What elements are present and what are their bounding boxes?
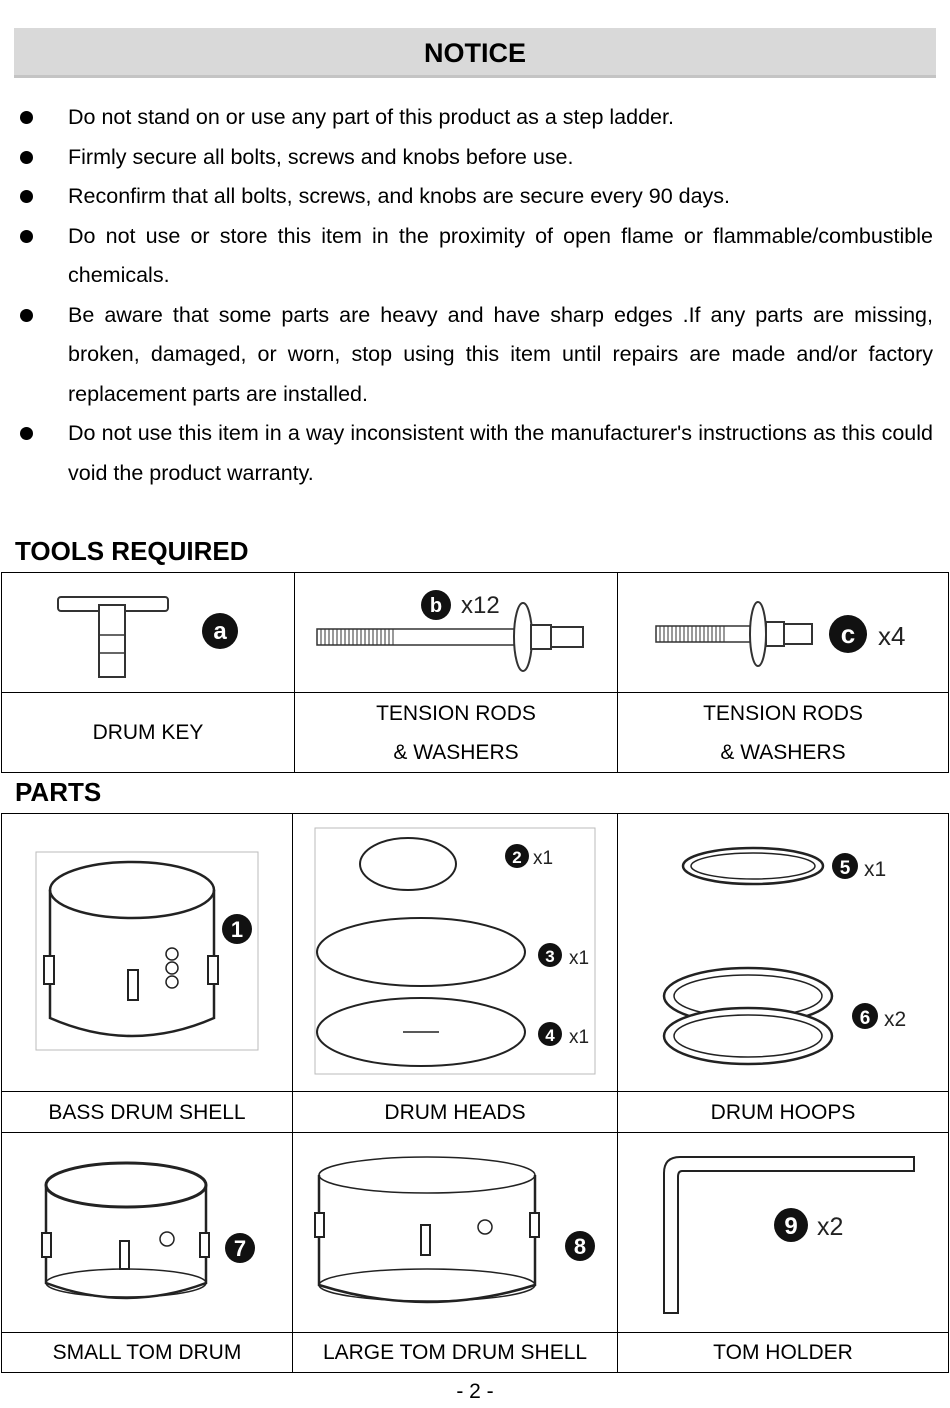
notice-list <box>16 98 933 493</box>
notice-title: NOTICE <box>14 28 936 78</box>
svg-text:c: c <box>840 619 856 649</box>
notice-item: Do not use this item in a way inconsistent with the manufacturer's instructions as this could void the product warranty. <box>16 414 933 493</box>
tools-table <box>1 572 949 773</box>
svg-text:x2: x2 <box>817 1213 844 1241</box>
large-tom-icon <box>293 1133 617 1332</box>
bullet-icon <box>20 151 33 164</box>
bullet-icon <box>20 309 33 322</box>
svg-text:4: 4 <box>545 1026 555 1045</box>
bass-drum-icon <box>2 814 292 1091</box>
drum-hoops-icon <box>618 814 948 1091</box>
bullet-icon <box>20 230 33 243</box>
svg-text:7: 7 <box>233 1236 247 1261</box>
small-tom-drum-image <box>2 1133 293 1333</box>
svg-text:x1: x1 <box>864 858 887 881</box>
large-tom-drum-shell-label: LARGE TOM DRUM SHELL <box>293 1333 618 1373</box>
svg-text:1: 1 <box>230 917 244 942</box>
svg-text:x12: x12 <box>461 592 500 619</box>
notice-item: Firmly secure all bolts, screws and knobs before use. <box>16 138 933 178</box>
tension-rod-short-image <box>618 573 949 693</box>
bullet-icon <box>20 111 33 124</box>
parts-table <box>1 813 949 1373</box>
drum-key-label: DRUM KEY <box>2 693 295 773</box>
bullet-icon <box>20 427 33 440</box>
drum-heads-icon <box>293 814 617 1091</box>
bullet-icon <box>20 190 33 203</box>
tension-rods-label: TENSION RODS & WASHERS <box>295 693 618 773</box>
svg-text:x1: x1 <box>533 848 554 869</box>
tension-rods-label: TENSION RODS & WASHERS <box>618 693 949 773</box>
svg-text:3: 3 <box>545 947 555 966</box>
svg-text:6: 6 <box>859 1008 871 1029</box>
bass-drum-shell-image <box>2 814 293 1092</box>
tension-rod-icon <box>295 573 617 692</box>
svg-text:8: 8 <box>573 1234 587 1259</box>
notice-item: Do not stand on or use any part of this product as a step ladder. <box>16 98 933 138</box>
svg-text:b: b <box>429 595 443 617</box>
small-tom-icon <box>2 1133 292 1332</box>
drum-key-icon <box>2 573 294 692</box>
svg-text:x4: x4 <box>878 621 906 651</box>
notice-item: Be aware that some parts are heavy and have sharp edges .If any parts are missing, broken, damaged, or worn, stop using this item until repairs are made and/or factory replacement parts are installed. <box>16 296 933 415</box>
small-tom-drum-label: SMALL TOM DRUM <box>2 1333 293 1373</box>
tom-holder-label: TOM HOLDER <box>618 1333 949 1373</box>
large-tom-drum-shell-image <box>293 1133 618 1333</box>
tools-required-heading: TOOLS REQUIRED <box>15 536 249 566</box>
bass-drum-shell-label: BASS DRUM SHELL <box>2 1092 293 1133</box>
svg-text:x2: x2 <box>884 1008 907 1031</box>
drum-heads-label: DRUM HEADS <box>293 1092 618 1133</box>
svg-text:2: 2 <box>512 848 522 867</box>
svg-text:9: 9 <box>784 1213 798 1240</box>
drum-hoops-label: DRUM HOOPS <box>618 1092 949 1133</box>
tom-holder-image <box>618 1133 949 1333</box>
svg-text:x1: x1 <box>569 1027 590 1048</box>
page-number: - 2 - <box>456 1380 494 1403</box>
tom-holder-icon <box>618 1133 948 1332</box>
notice-item: Reconfirm that all bolts, screws, and knobs are secure every 90 days. <box>16 177 933 217</box>
svg-text:a: a <box>213 618 227 645</box>
svg-text:x1: x1 <box>569 948 590 969</box>
drum-key-image <box>2 573 295 693</box>
tension-rod-long-image <box>295 573 618 693</box>
drum-hoops-image <box>618 814 949 1092</box>
tension-rod-icon <box>618 573 948 692</box>
drum-heads-image <box>293 814 618 1092</box>
svg-text:5: 5 <box>839 858 851 879</box>
notice-item: Do not use or store this item in the proximity of open flame or flammable/combustible chemicals. <box>16 217 933 296</box>
parts-heading: PARTS <box>15 777 102 807</box>
